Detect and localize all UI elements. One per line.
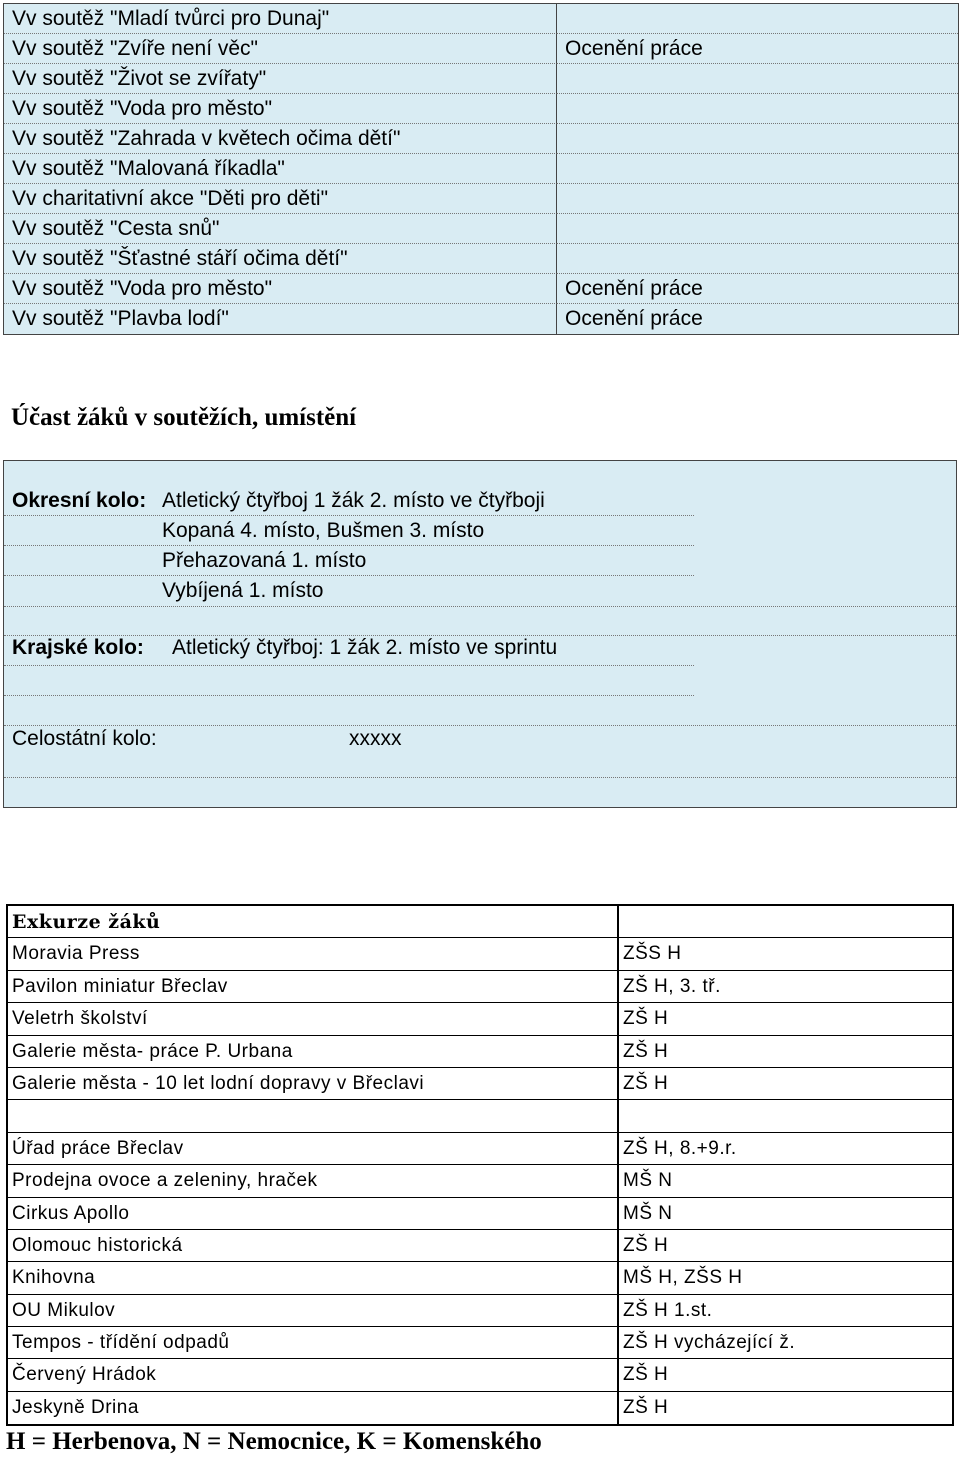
table-row <box>4 34 958 64</box>
table-row <box>8 1327 952 1359</box>
table-row <box>4 244 958 274</box>
table-row <box>8 1262 952 1294</box>
excursion-place: Galerie města- práce P. Urbana <box>8 1036 619 1067</box>
table-header-row <box>8 906 952 938</box>
competition-award <box>557 94 958 124</box>
competition-name: Vv soutěž "Zvíře není věc" <box>4 34 557 64</box>
competition-name: Vv charitativní akce "Děti pro děti" <box>4 184 557 214</box>
excursion-school: ZŠ H <box>623 1364 669 1386</box>
district-row <box>4 486 956 516</box>
table-row <box>8 1359 952 1391</box>
table-row <box>4 4 958 34</box>
district-result: Vybíjená 1. místo <box>162 579 324 602</box>
excursion-place: Tempos - třídění odpadů <box>8 1327 619 1358</box>
national-result: xxxxx <box>349 727 402 750</box>
district-row <box>4 516 956 546</box>
table-row <box>8 1068 952 1100</box>
excursion-place: Červený Hrádok <box>8 1359 619 1390</box>
excursion-place: OU Mikulov <box>8 1295 619 1326</box>
table-row <box>4 124 958 154</box>
district-label: Okresní kolo: <box>12 489 147 512</box>
art-competitions-table <box>3 3 959 335</box>
excursion-place: Knihovna <box>8 1262 619 1293</box>
district-row <box>4 546 956 576</box>
table-row <box>4 304 958 334</box>
competition-name: Vv soutěž "Šťastné stáří očima dětí" <box>4 244 557 274</box>
competition-award: Ocenění práce <box>557 274 958 304</box>
excursion-place: Galerie města - 10 let lodní dopravy v Břeclavi <box>8 1068 619 1099</box>
table-row <box>8 1003 952 1035</box>
table-row <box>8 1165 952 1197</box>
competition-award <box>557 184 958 214</box>
table-row <box>8 1198 952 1230</box>
excursion-school: MŠ H, ZŠS H <box>623 1267 743 1289</box>
table-row <box>8 1036 952 1068</box>
table-row <box>8 1392 952 1424</box>
excursion-school: ZŠ H, 3. tř. <box>623 975 721 997</box>
excursion-school: ZŠ H <box>623 1008 669 1030</box>
table-row <box>4 94 958 124</box>
row-divider <box>4 777 956 778</box>
excursion-place: Pavilon miniatur Břeclav <box>8 971 619 1002</box>
competition-award <box>557 154 958 184</box>
sports-results-table <box>3 460 957 808</box>
competition-award <box>557 124 958 154</box>
excursion-school: ZŠ H <box>623 1396 669 1418</box>
district-result: Atletický čtyřboj 1 žák 2. místo ve čtyřboji <box>162 489 545 512</box>
table-row <box>4 64 958 94</box>
table-row <box>8 1230 952 1262</box>
excursion-place: Veletrh školství <box>8 1003 619 1034</box>
competition-name: Vv soutěž "Zahrada v květech očima dětí" <box>4 124 557 154</box>
competition-name: Vv soutěž "Mladí tvůrci pro Dunaj" <box>4 4 557 34</box>
excursion-school: ZŠ H <box>623 1040 669 1062</box>
table-row <box>8 1295 952 1327</box>
excursion-school: ZŠ H, 8.+9.r. <box>623 1137 737 1159</box>
table-row <box>4 184 958 214</box>
competition-award <box>557 4 958 34</box>
excursion-school <box>619 1100 952 1131</box>
table-row <box>4 274 958 304</box>
excursion-place: Olomouc historická <box>8 1230 619 1261</box>
row-divider <box>4 665 694 666</box>
competition-name: Vv soutěž "Život se zvířaty" <box>4 64 557 94</box>
excursions-title: Exkurze žáků <box>8 906 619 937</box>
competition-name: Vv soutěž "Malovaná říkadla" <box>4 154 557 184</box>
table-row <box>8 971 952 1003</box>
competition-name: Vv soutěž "Voda pro město" <box>4 274 557 304</box>
competition-award <box>557 64 958 94</box>
row-divider <box>4 695 694 696</box>
competition-award: Ocenění práce <box>565 307 703 330</box>
excursions-table <box>6 904 954 1426</box>
table-row <box>8 938 952 970</box>
section-title: Účast žáků v soutěžích, umístění <box>11 404 357 431</box>
table-row <box>4 214 958 244</box>
excursion-school: ZŠ H <box>623 1234 669 1256</box>
excursion-place: Úřad práce Břeclav <box>8 1133 619 1164</box>
national-label: Celostátní kolo: <box>12 727 157 750</box>
competition-name: Vv soutěž "Plavba lodí" <box>4 304 557 334</box>
competition-award: Ocenění práce <box>557 34 958 64</box>
region-row <box>4 633 956 663</box>
competition-award <box>557 244 958 274</box>
excursion-school: ZŠ H vycházející ž. <box>623 1332 796 1354</box>
excursion-place: Jeskyně Drina <box>8 1392 619 1424</box>
empty-cell <box>619 906 952 937</box>
region-result: Atletický čtyřboj: 1 žák 2. místo ve sprintu <box>172 636 558 659</box>
competition-award <box>557 214 958 244</box>
district-result: Kopaná 4. místo, Bušmen 3. místo <box>162 519 485 542</box>
district-row <box>4 576 956 606</box>
excursion-place: Prodejna ovoce a zeleniny, hraček <box>8 1165 619 1196</box>
excursion-place: Cirkus Apollo <box>8 1198 619 1229</box>
row-divider <box>4 606 956 607</box>
excursion-school: MŠ N <box>623 1202 673 1224</box>
table-row <box>4 154 958 184</box>
table-row <box>8 1100 952 1132</box>
school-legend: H = Herbenova, N = Nemocnice, K = Komenského <box>6 1428 542 1455</box>
excursion-place: Moravia Press <box>8 938 619 969</box>
excursion-place <box>8 1100 619 1131</box>
excursion-school: ZŠ H 1.st. <box>623 1299 713 1321</box>
excursion-school: ZŠ H <box>623 1072 669 1094</box>
competition-name: Vv soutěž "Cesta snů" <box>4 214 557 244</box>
excursion-school: MŠ N <box>623 1170 673 1192</box>
competition-name: Vv soutěž "Voda pro město" <box>4 94 557 124</box>
region-label: Krajské kolo: <box>12 636 144 659</box>
table-row <box>8 1133 952 1165</box>
national-row <box>4 724 956 754</box>
district-result: Přehazovaná 1. místo <box>162 549 367 572</box>
excursion-school: ZŠS H <box>623 943 682 965</box>
